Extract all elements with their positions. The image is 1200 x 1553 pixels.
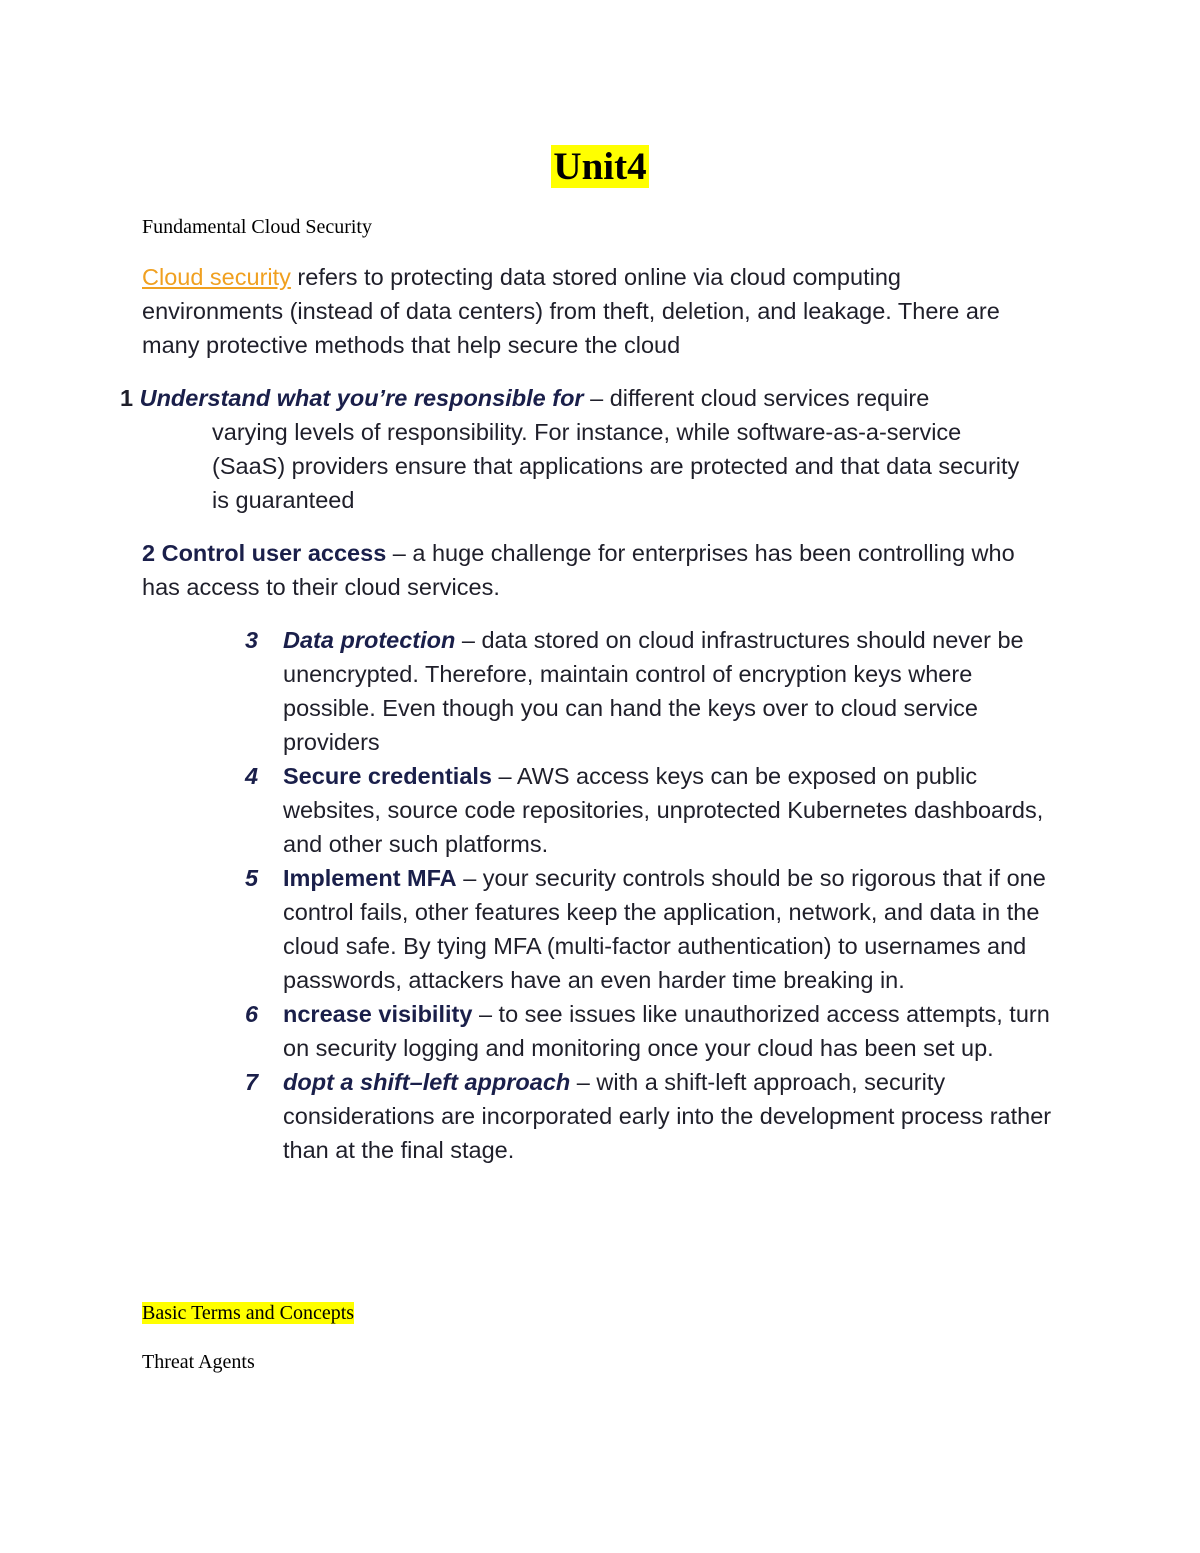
list-item-1 [120,381,1040,517]
list-item-lead: Understand what you’re responsible for [139,385,584,411]
list-item-number: 4 [245,763,259,789]
list-item-lead: Control user access [161,540,387,566]
list-item-7 [245,1065,1065,1167]
basic-terms-text: Basic Terms and Concepts [142,1302,355,1324]
list-item-3 [245,623,1065,759]
cloud-security-link[interactable]: Cloud security [142,264,291,290]
list-item-number: 6 [245,1001,259,1027]
list-item-lead: Data protection [283,627,456,653]
list-item-text: – AWS access keys can be exposed on public websites, source code repositories, unprotected Kubernetes dashboards, and other such platforms. [283,763,1044,857]
list-item-text: – data stored on cloud infrastructures should never be unencrypted. Therefore, maintain control of encryption keys where possible. Even though you can hand the keys over to cloud service providers [283,627,1024,755]
intro-text: refers to protecting data stored online via cloud computing environments (instead of data centers) from theft, deletion, and leakage. There are many protective methods that help secure the cloud [142,264,1000,358]
list-item-6 [245,997,1065,1065]
list-item-5 [245,861,1065,997]
list-item-lead: Secure credentials [283,763,492,789]
list-item-text: – with a shift-left approach, security considerations are incorporated early into the development process rather than at the final stage. [283,1069,1052,1163]
list-item-lead: Implement MFA [283,865,457,891]
list-item-text: – different cloud services require [583,385,930,411]
list-item-continuation: varying levels of responsibility. For instance, while software-as-a-service (SaaS) providers ensure that applications are protected and that data security is guaranteed [212,419,1020,513]
list-item-2 [142,536,1052,604]
page-title [0,143,1200,191]
intro-paragraph [142,260,1042,362]
list-item-lead: dopt a shift–left approach [283,1069,571,1095]
list-item-number: 2 [142,540,156,566]
numbered-list [245,623,1065,1167]
list-item-text: – your security controls should be so rigorous that if one control fails, other features keep the application, network, and data in the cloud safe. By tying MFA (multi-factor authentication) to usernames and passwords, attackers have an even harder time breaking in. [283,865,1046,993]
list-item-lead: ncrease visibility [283,1001,473,1027]
list-item-4 [245,759,1065,861]
threat-agents-heading: Threat Agents [142,1351,255,1373]
list-item-number: 3 [245,627,259,653]
list-item-text: – to see issues like unauthorized access attempts, turn on security logging and monitoring once your cloud has been set up. [283,1001,1050,1061]
list-item-text: – a huge challenge for enterprises has been controlling who has access to their cloud services. [142,540,1015,600]
list-item-number: 5 [245,865,259,891]
basic-terms-heading [142,1300,354,1326]
section-subtitle: Fundamental Cloud Security [142,216,372,238]
list-item-number: 1 [120,385,134,411]
list-item-number: 7 [245,1069,259,1095]
page-title-text: Unit4 [553,145,647,188]
